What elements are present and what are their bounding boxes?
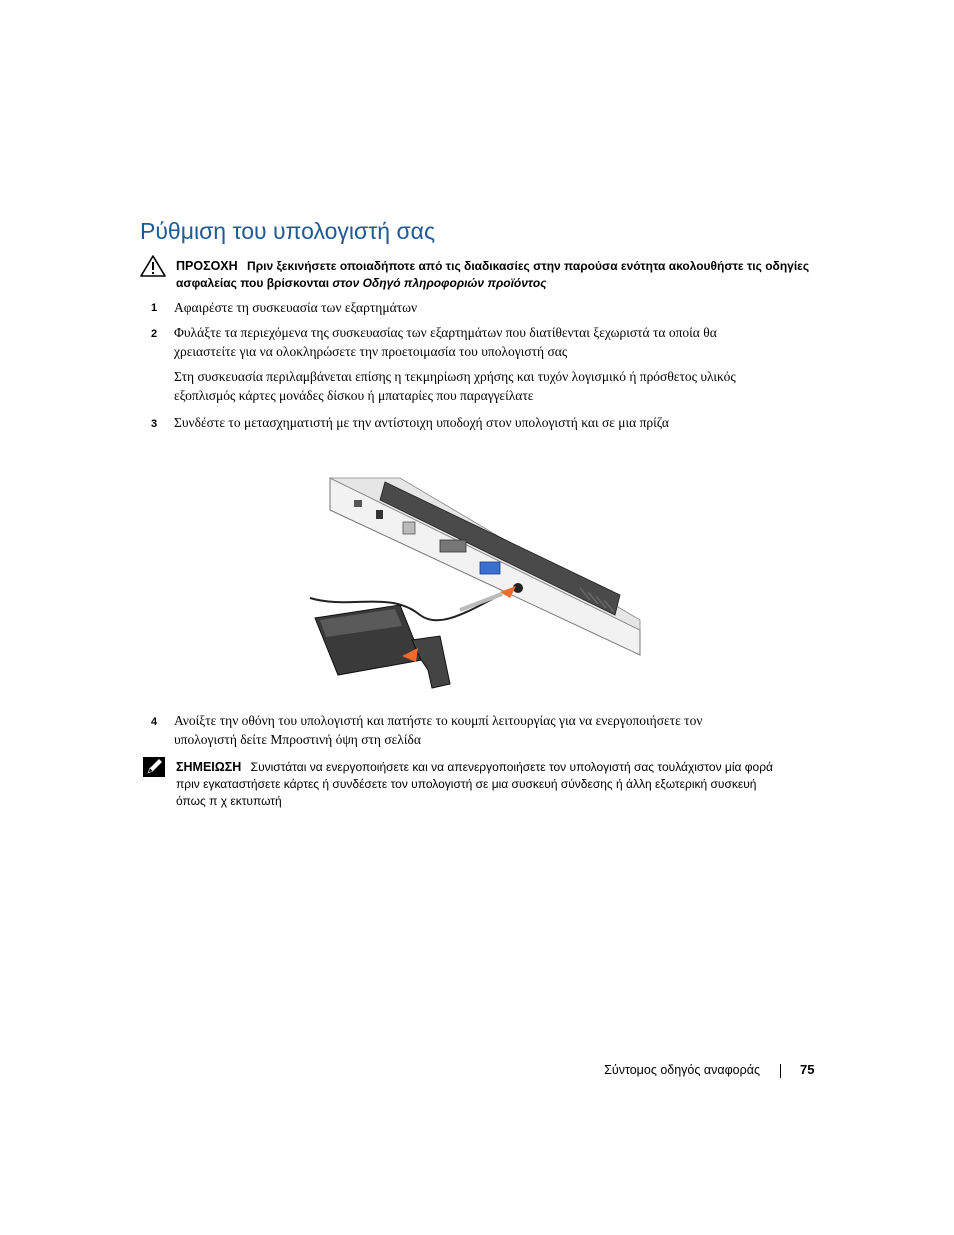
page-title: Ρύθμιση του υπολογιστή σας [140, 218, 436, 244]
pencil-note-icon [142, 756, 166, 778]
caution-italic-text: στον Οδηγό πληροφοριών προϊόντος [332, 276, 547, 290]
step-number-2: 2 [151, 328, 158, 340]
step-3-line-1: Συνδέστε το μετασχηματιστή με την αντίστοιχη υποδοχή στον υπολογιστή και σε μια πρίζα [174, 415, 669, 430]
step-number-1: 1 [151, 302, 158, 314]
footer-title: Σύντομος οδηγός αναφοράς [604, 1063, 760, 1077]
caution-label: ΠΡΟΣΟΧΗ [176, 259, 238, 273]
step-3 [174, 413, 814, 432]
laptop-adapter-illustration [290, 470, 650, 700]
caution-block [176, 258, 816, 292]
note-line-1: Συνιστάται να ενεργοποιήσετε και να απενεργοποιήσετε τον υπολογιστή σας τουλάχιστον μία φορά [250, 760, 773, 774]
step-2-line-1: Φυλάξτε τα περιεχόμενα της συσκευασίας των εξαρτημάτων που διατίθενται ξεχωριστά τα οποία θα [174, 325, 717, 340]
note-line-3: όπως π χ εκτυπωτή [176, 794, 282, 808]
step-4 [174, 711, 814, 749]
caution-text: Πριν ξεκινήσετε οποιαδήποτε από τις διαδικασίες στην παρούσα ενότητα ακολουθήστε τις οδηγίες ασφαλείας που βρίσκονται [176, 259, 810, 290]
step-4-line-1: Ανοίξτε την οθόνη του υπολογιστή και πατήστε το κουμπί λειτουργίας για να ενεργοποιήσετε τον [174, 713, 703, 728]
step-2-paragraph-line-1: Στη συσκευασία περιλαμβάνεται επίσης η τεκμηρίωση χρήσης και τυχόν λογισμικό ή πρόσθετος υλικός [174, 369, 736, 384]
note-line-2: πριν εγκαταστήσετε κάρτες ή συνδέσετε τον υπολογιστή σε μια συσκευή σύνδεσης ή άλλη εξωτερική συσκευή [176, 777, 757, 791]
step-2-paragraph [174, 367, 814, 405]
step-1 [174, 298, 814, 317]
note-label: ΣΗΜΕΙΩΣΗ [176, 760, 242, 774]
page-number: 75 [800, 1062, 815, 1077]
step-4-line-2: υπολογιστή δείτε Μπροστινή όψη στη σελίδα [174, 732, 421, 747]
step-number-4: 4 [151, 716, 158, 728]
step-number-3: 3 [151, 418, 158, 430]
footer-separator [780, 1064, 781, 1078]
note-block [176, 759, 816, 810]
step-2-paragraph-line-2: εξοπλισμός κάρτες μονάδες δίσκου ή μπαταρίες που παραγγείλατε [174, 388, 534, 403]
warning-triangle-icon [140, 254, 166, 278]
step-2-line-2: χρειαστείτε για να ολοκληρώσετε την προετοιμασία του υπολογιστή σας [174, 344, 568, 359]
step-2 [174, 323, 814, 361]
step-1-line-1: Αφαιρέστε τη συσκευασία των εξαρτημάτων [174, 300, 418, 315]
